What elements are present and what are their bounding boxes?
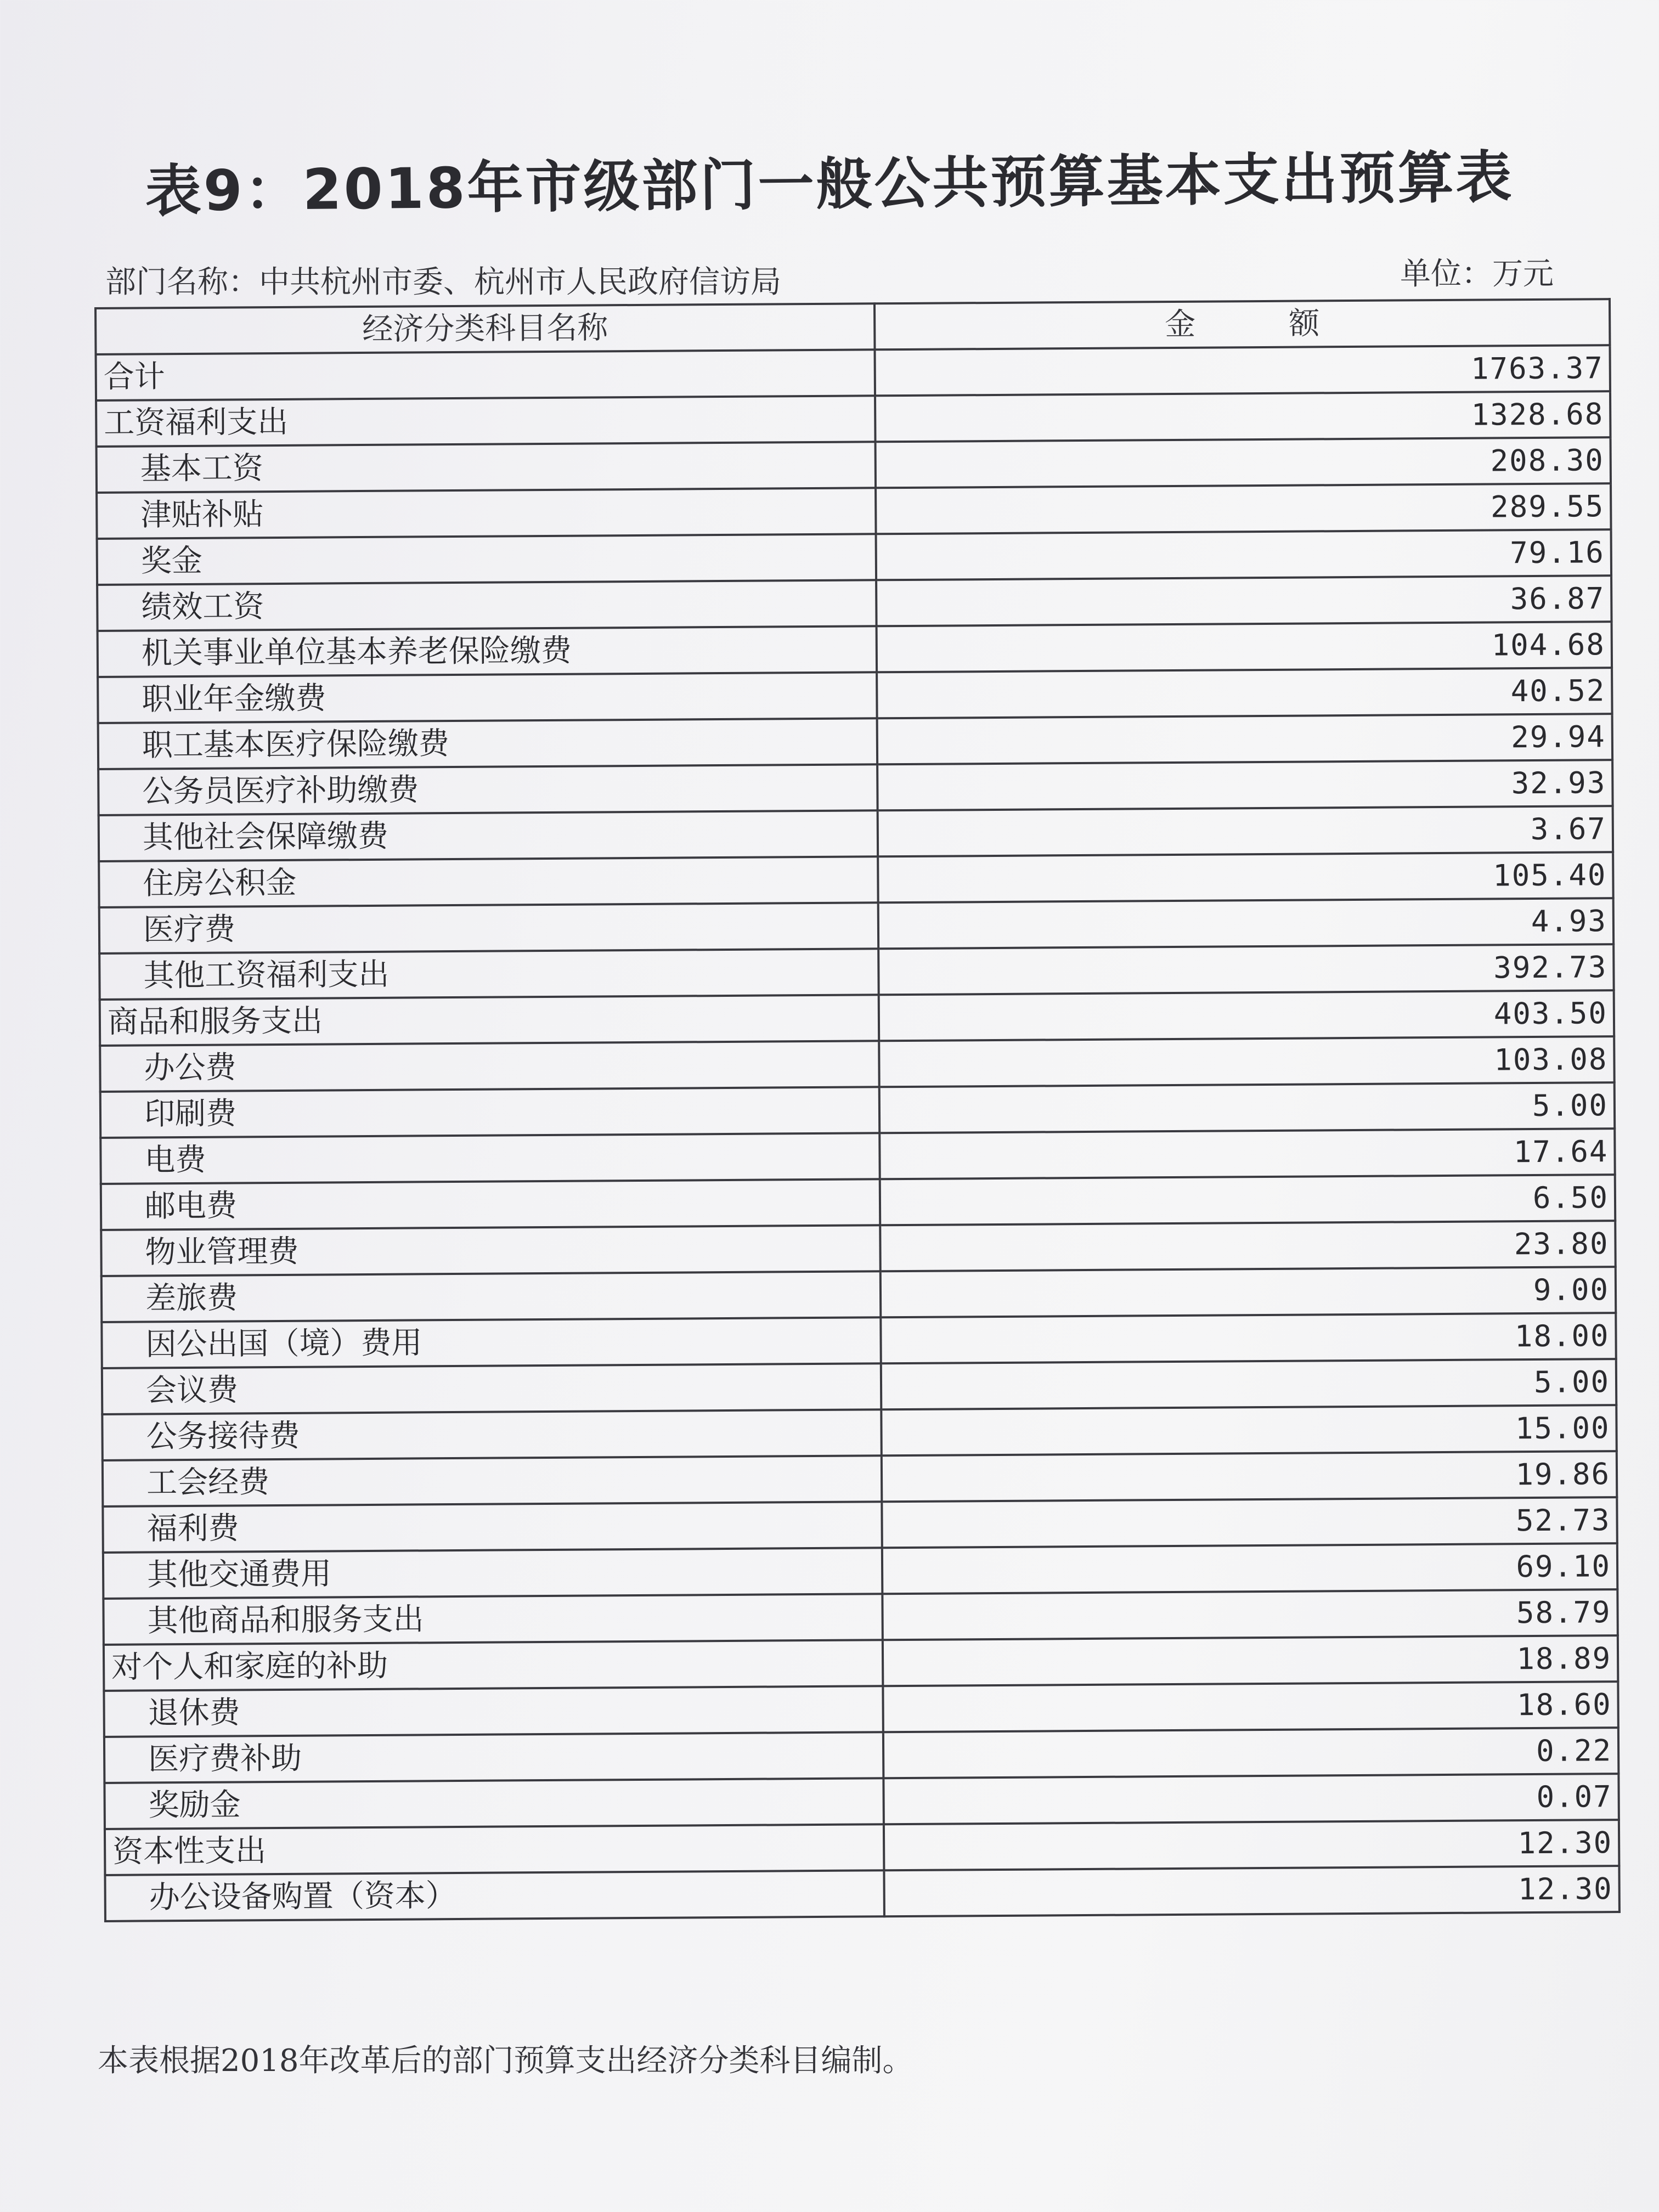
- row-name: 医疗费补助: [104, 1732, 883, 1783]
- row-name: 差旅费: [101, 1271, 881, 1322]
- row-amount: 58.79: [882, 1589, 1617, 1640]
- row-name: 其他商品和服务支出: [103, 1594, 882, 1645]
- row-amount: 6.50: [880, 1175, 1615, 1225]
- row-amount: 289.55: [876, 483, 1611, 534]
- row-name: 职业年金缴费: [98, 672, 877, 723]
- row-name: 商品和服务支出: [100, 995, 879, 1046]
- row-name: 奖金: [97, 534, 876, 585]
- row-name: 工会经费: [103, 1455, 882, 1506]
- row-name: 其他工资福利支出: [99, 949, 878, 1000]
- row-amount: 18.89: [883, 1635, 1618, 1686]
- row-amount: 1763.37: [874, 345, 1610, 396]
- row-name: 其他交通费用: [103, 1548, 882, 1599]
- row-name: 公务接待费: [102, 1409, 881, 1460]
- unit-label: 单位：万元: [1400, 256, 1554, 292]
- table-row: [105, 1866, 1619, 1921]
- row-amount: 0.22: [883, 1728, 1618, 1778]
- row-name: 绩效工资: [97, 580, 876, 631]
- row-amount: 15.00: [881, 1405, 1616, 1455]
- row-amount: 392.73: [878, 944, 1613, 995]
- row-name: 机关事业单位基本养老保险缴费: [98, 626, 877, 677]
- row-amount: 69.10: [882, 1543, 1617, 1594]
- footnote: 本表根据2018年改革后的部门预算支出经济分类科目编制。: [98, 2043, 913, 2079]
- row-amount: 79.16: [876, 529, 1611, 580]
- row-name: 其他社会保障缴费: [99, 810, 878, 861]
- row-name: 退休费: [104, 1686, 883, 1737]
- row-name: 印刷费: [100, 1087, 879, 1138]
- budget-table: [94, 298, 1621, 1922]
- department-label: 部门名称：中共杭州市委、杭州市人民政府信访局: [105, 264, 781, 300]
- budget-table-wrapper: [94, 298, 1618, 1922]
- row-name: 福利费: [103, 1502, 882, 1553]
- row-amount: 12.30: [884, 1866, 1619, 1916]
- row-amount: 36.87: [876, 575, 1611, 626]
- row-name: 电费: [100, 1133, 879, 1184]
- row-name: 物业管理费: [101, 1225, 880, 1276]
- row-name: 工资福利支出: [96, 396, 875, 447]
- row-amount: 23.80: [880, 1221, 1615, 1271]
- row-name: 基本工资: [97, 442, 876, 493]
- column-header-amount: 金额: [874, 299, 1610, 349]
- row-amount: 17.64: [879, 1128, 1615, 1179]
- row-name: 住房公积金: [99, 856, 878, 907]
- row-amount: 103.08: [879, 1036, 1614, 1087]
- row-amount: 19.86: [882, 1451, 1617, 1502]
- row-amount: 208.30: [876, 437, 1611, 488]
- row-amount: 32.93: [877, 760, 1612, 810]
- row-amount: 4.93: [878, 898, 1613, 949]
- row-name: 办公设备购置（资本）: [105, 1870, 884, 1921]
- row-name: 合计: [96, 349, 875, 400]
- row-name: 奖励金: [104, 1778, 883, 1829]
- row-name: 职工基本医疗保险缴费: [98, 718, 877, 769]
- row-name: 办公费: [100, 1041, 879, 1092]
- row-name: 邮电费: [101, 1179, 880, 1230]
- row-name: 津贴补贴: [97, 488, 876, 539]
- row-amount: 18.00: [881, 1313, 1616, 1363]
- row-amount: 403.50: [879, 990, 1614, 1041]
- row-name: 公务员医疗补助缴费: [98, 764, 877, 815]
- row-name: 医疗费: [99, 902, 878, 953]
- row-name: 因公出国（境）费用: [101, 1317, 881, 1368]
- row-amount: 40.52: [877, 668, 1612, 718]
- row-amount: 5.00: [879, 1082, 1615, 1133]
- row-name: 对个人和家庭的补助: [104, 1640, 883, 1691]
- row-amount: 3.67: [878, 806, 1613, 856]
- row-name: 资本性支出: [105, 1824, 884, 1875]
- row-amount: 105.40: [878, 852, 1613, 902]
- row-amount: 18.60: [883, 1681, 1618, 1732]
- column-header-name: 经济分类科目名称: [95, 303, 874, 354]
- row-amount: 29.94: [877, 714, 1612, 764]
- page-title: 表9：2018年市级部门一般公共预算基本支出预算表: [145, 144, 1515, 225]
- row-name: 会议费: [102, 1363, 881, 1414]
- row-amount: 12.30: [884, 1820, 1619, 1870]
- row-amount: 9.00: [881, 1267, 1616, 1317]
- row-amount: 1328.68: [875, 391, 1610, 442]
- row-amount: 5.00: [881, 1359, 1616, 1409]
- row-amount: 0.07: [883, 1774, 1618, 1824]
- row-amount: 52.73: [882, 1497, 1617, 1548]
- row-amount: 104.68: [877, 622, 1612, 672]
